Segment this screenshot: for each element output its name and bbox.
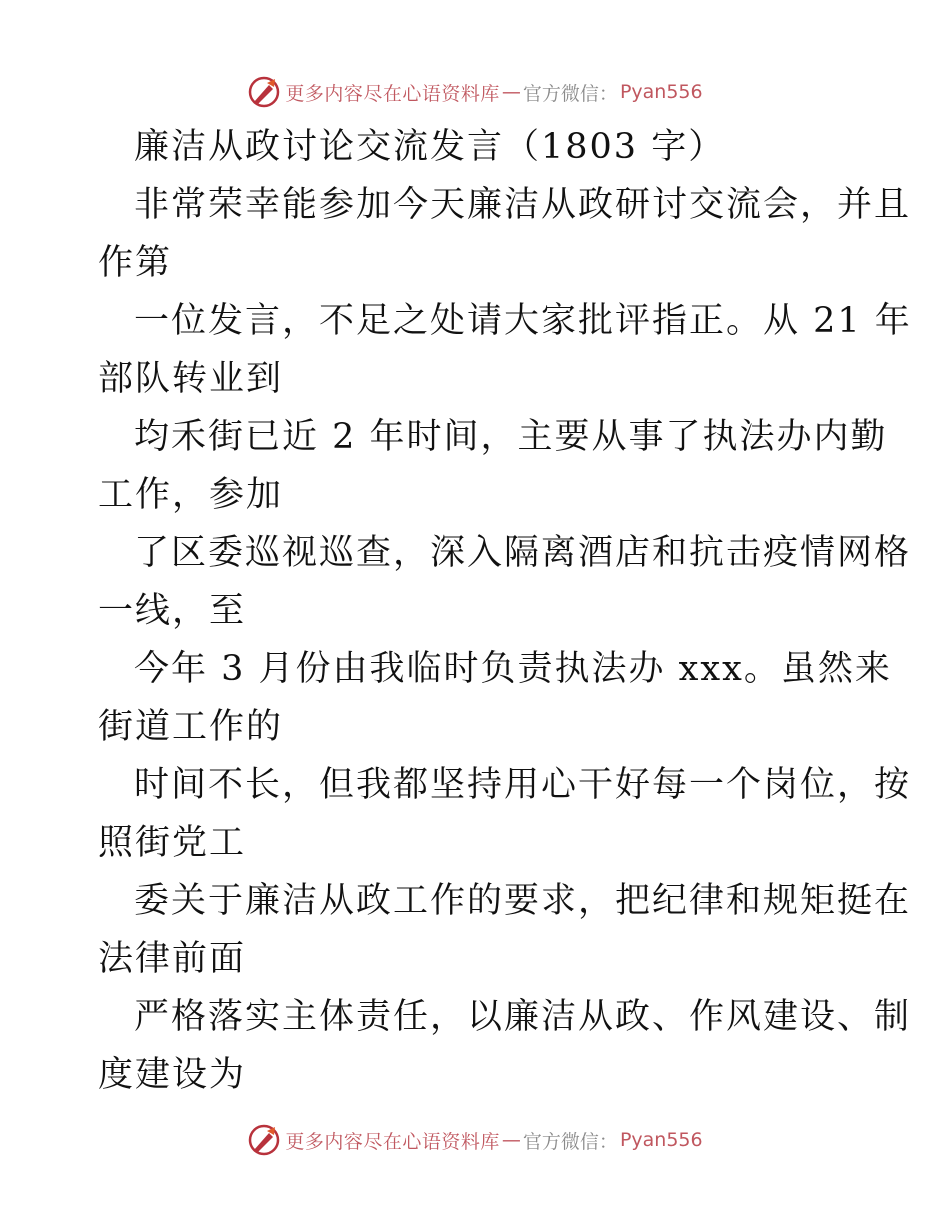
- paragraph-line: 度建设为: [98, 1055, 247, 1095]
- paragraph-line: 一线，至: [98, 591, 247, 631]
- paragraph-line: 部队转业到: [98, 359, 284, 399]
- paragraph-line: 照街党工: [98, 823, 247, 863]
- paragraph-line: 了区委巡视巡查，深入隔离酒店和抗击疫情网格: [134, 533, 912, 573]
- watermark-label: 官方微信：: [522, 1130, 618, 1153]
- paragraph-line: 一位发言，不足之处请大家批评指正。从 21 年: [134, 301, 912, 341]
- header-watermark: [0, 72, 950, 112]
- watermark-dash: —: [501, 1129, 521, 1151]
- paragraph-line: 工作，参加: [98, 475, 284, 515]
- paragraph-line: 非常荣幸能参加今天廉洁从政研讨交流会，并且: [134, 185, 912, 225]
- footer-watermark: [0, 1120, 950, 1160]
- paragraph-line: 均禾街已近 2 年时间，主要从事了执法办内勤: [134, 417, 888, 457]
- watermark-wechat-id: Pyan556: [619, 81, 703, 103]
- pen-logo-icon: [247, 1123, 281, 1157]
- watermark-dash: —: [501, 81, 521, 103]
- pen-logo-icon: [247, 75, 281, 109]
- watermark-brand: 更多内容尽在心语资料库: [285, 1130, 500, 1153]
- paragraph-line: 今年 3 月份由我临时负责执法办 xxx。虽然来: [134, 649, 892, 689]
- paragraph-line: 街道工作的: [98, 707, 284, 747]
- watermark-wechat-id: Pyan556: [619, 1129, 703, 1151]
- paragraph-line: 委关于廉洁从政工作的要求，把纪律和规矩挺在: [134, 881, 912, 921]
- paragraph-line: 严格落实主体责任，以廉洁从政、作风建设、制: [134, 997, 912, 1037]
- paragraph-line: 时间不长，但我都坚持用心干好每一个岗位，按: [134, 765, 912, 805]
- document-body: [98, 118, 912, 1104]
- watermark-brand: 更多内容尽在心语资料库: [285, 82, 500, 105]
- paragraph-line: 法律前面: [98, 939, 247, 979]
- paragraph-line: 作第: [98, 243, 173, 283]
- document-title: 廉洁从政讨论交流发言（1803 字）: [134, 127, 726, 167]
- watermark-label: 官方微信：: [522, 82, 618, 105]
